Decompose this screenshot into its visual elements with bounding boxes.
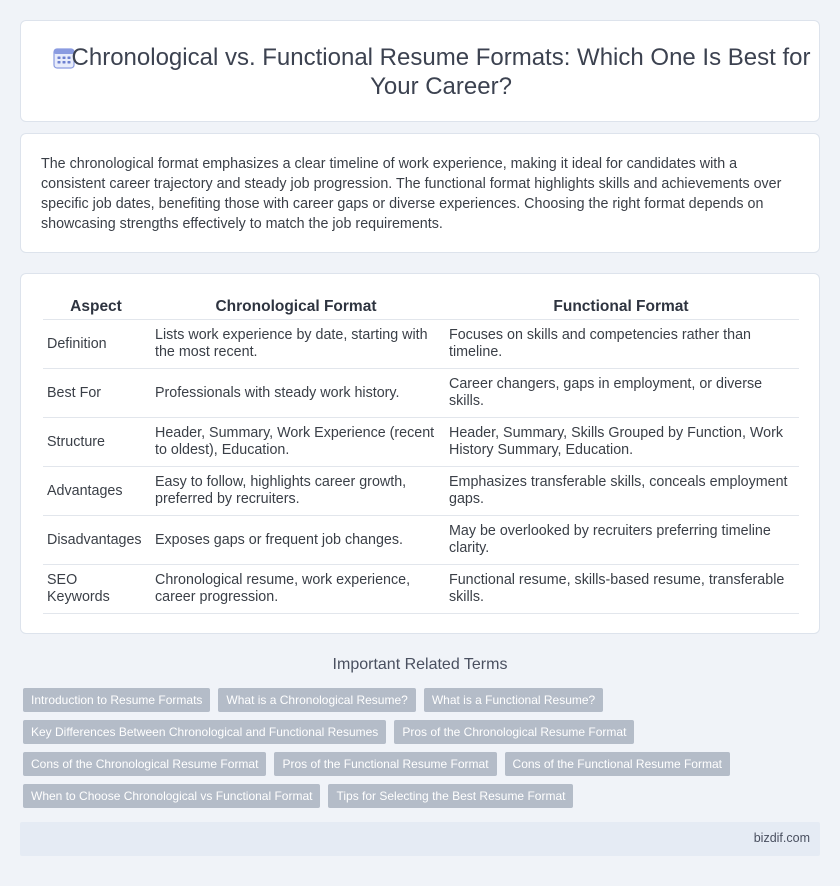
- related-term-link[interactable]: Key Differences Between Chronological and Functional Resumes: [23, 720, 386, 744]
- cell-chronological: Chronological resume, work experience, career progression.: [149, 565, 443, 614]
- related-term-link[interactable]: Introduction to Resume Formats: [23, 688, 210, 712]
- table-row: [43, 467, 799, 516]
- cell-functional: Functional resume, skills-based resume, transferable skills.: [443, 565, 799, 614]
- table-row: [43, 516, 799, 565]
- table-row: [43, 369, 799, 418]
- related-term-link[interactable]: What is a Functional Resume?: [424, 688, 603, 712]
- related-term-link[interactable]: Cons of the Chronological Resume Format: [23, 752, 266, 776]
- related-terms-heading: Important Related Terms: [332, 656, 508, 673]
- cell-functional: Focuses on skills and competencies rather than timeline.: [443, 320, 799, 369]
- related-terms-list: [23, 688, 783, 816]
- cell-chronological: Lists work experience by date, starting with the most recent.: [149, 320, 443, 369]
- cell-chronological: Easy to follow, highlights career growth, preferred by recruiters.: [149, 467, 443, 516]
- related-term-link[interactable]: Tips for Selecting the Best Resume Format: [328, 784, 573, 808]
- table-header-row: [43, 294, 799, 320]
- related-term-link[interactable]: Cons of the Functional Resume Format: [505, 752, 730, 776]
- cell-aspect: Advantages: [43, 467, 149, 516]
- cell-functional: May be overlooked by recruiters preferring timeline clarity.: [443, 516, 799, 565]
- header-card: [20, 20, 820, 122]
- related-term-link[interactable]: When to Choose Chronological vs Functional Format: [23, 784, 320, 808]
- header-functional: Functional Format: [443, 294, 799, 320]
- cell-functional: Emphasizes transferable skills, conceals employment gaps.: [443, 467, 799, 516]
- comparison-table-card: [20, 273, 820, 634]
- comparison-table: [43, 294, 799, 614]
- cell-aspect: Definition: [43, 320, 149, 369]
- table-row: [43, 418, 799, 467]
- cell-aspect: SEO Keywords: [43, 565, 149, 614]
- page-title: Chronological vs. Functional Resume Formats: Which One Is Best for Your Career?: [71, 44, 811, 100]
- cell-aspect: Structure: [43, 418, 149, 467]
- cell-aspect: Best For: [43, 369, 149, 418]
- intro-paragraph: The chronological format emphasizes a clear timeline of work experience, making it ideal for candidates with a consistent career trajectory and steady job progression. The functional format highlights skills and achievements over specific job dates, benefiting those with career gaps or diverse experiences. Choosing the right format depends on showcasing strengths effectively to match the job requirements.: [41, 156, 782, 232]
- header-chronological: Chronological Format: [149, 294, 443, 320]
- cell-chronological: Professionals with steady work history.: [149, 369, 443, 418]
- table-row: [43, 320, 799, 369]
- related-term-link[interactable]: Pros of the Functional Resume Format: [274, 752, 496, 776]
- footer: [20, 822, 820, 856]
- related-term-link[interactable]: Pros of the Chronological Resume Format: [394, 720, 634, 744]
- cell-aspect: Disadvantages: [43, 516, 149, 565]
- related-term-link[interactable]: What is a Chronological Resume?: [218, 688, 415, 712]
- cell-functional: Header, Summary, Skills Grouped by Function, Work History Summary, Education.: [443, 418, 799, 467]
- cell-chronological: Exposes gaps or frequent job changes.: [149, 516, 443, 565]
- footer-site-link[interactable]: bizdif.com: [753, 831, 810, 845]
- table-row: [43, 565, 799, 614]
- cell-functional: Career changers, gaps in employment, or diverse skills.: [443, 369, 799, 418]
- cell-chronological: Header, Summary, Work Experience (recent to oldest), Education.: [149, 418, 443, 467]
- intro-card: [20, 133, 820, 253]
- header-aspect: Aspect: [43, 294, 149, 320]
